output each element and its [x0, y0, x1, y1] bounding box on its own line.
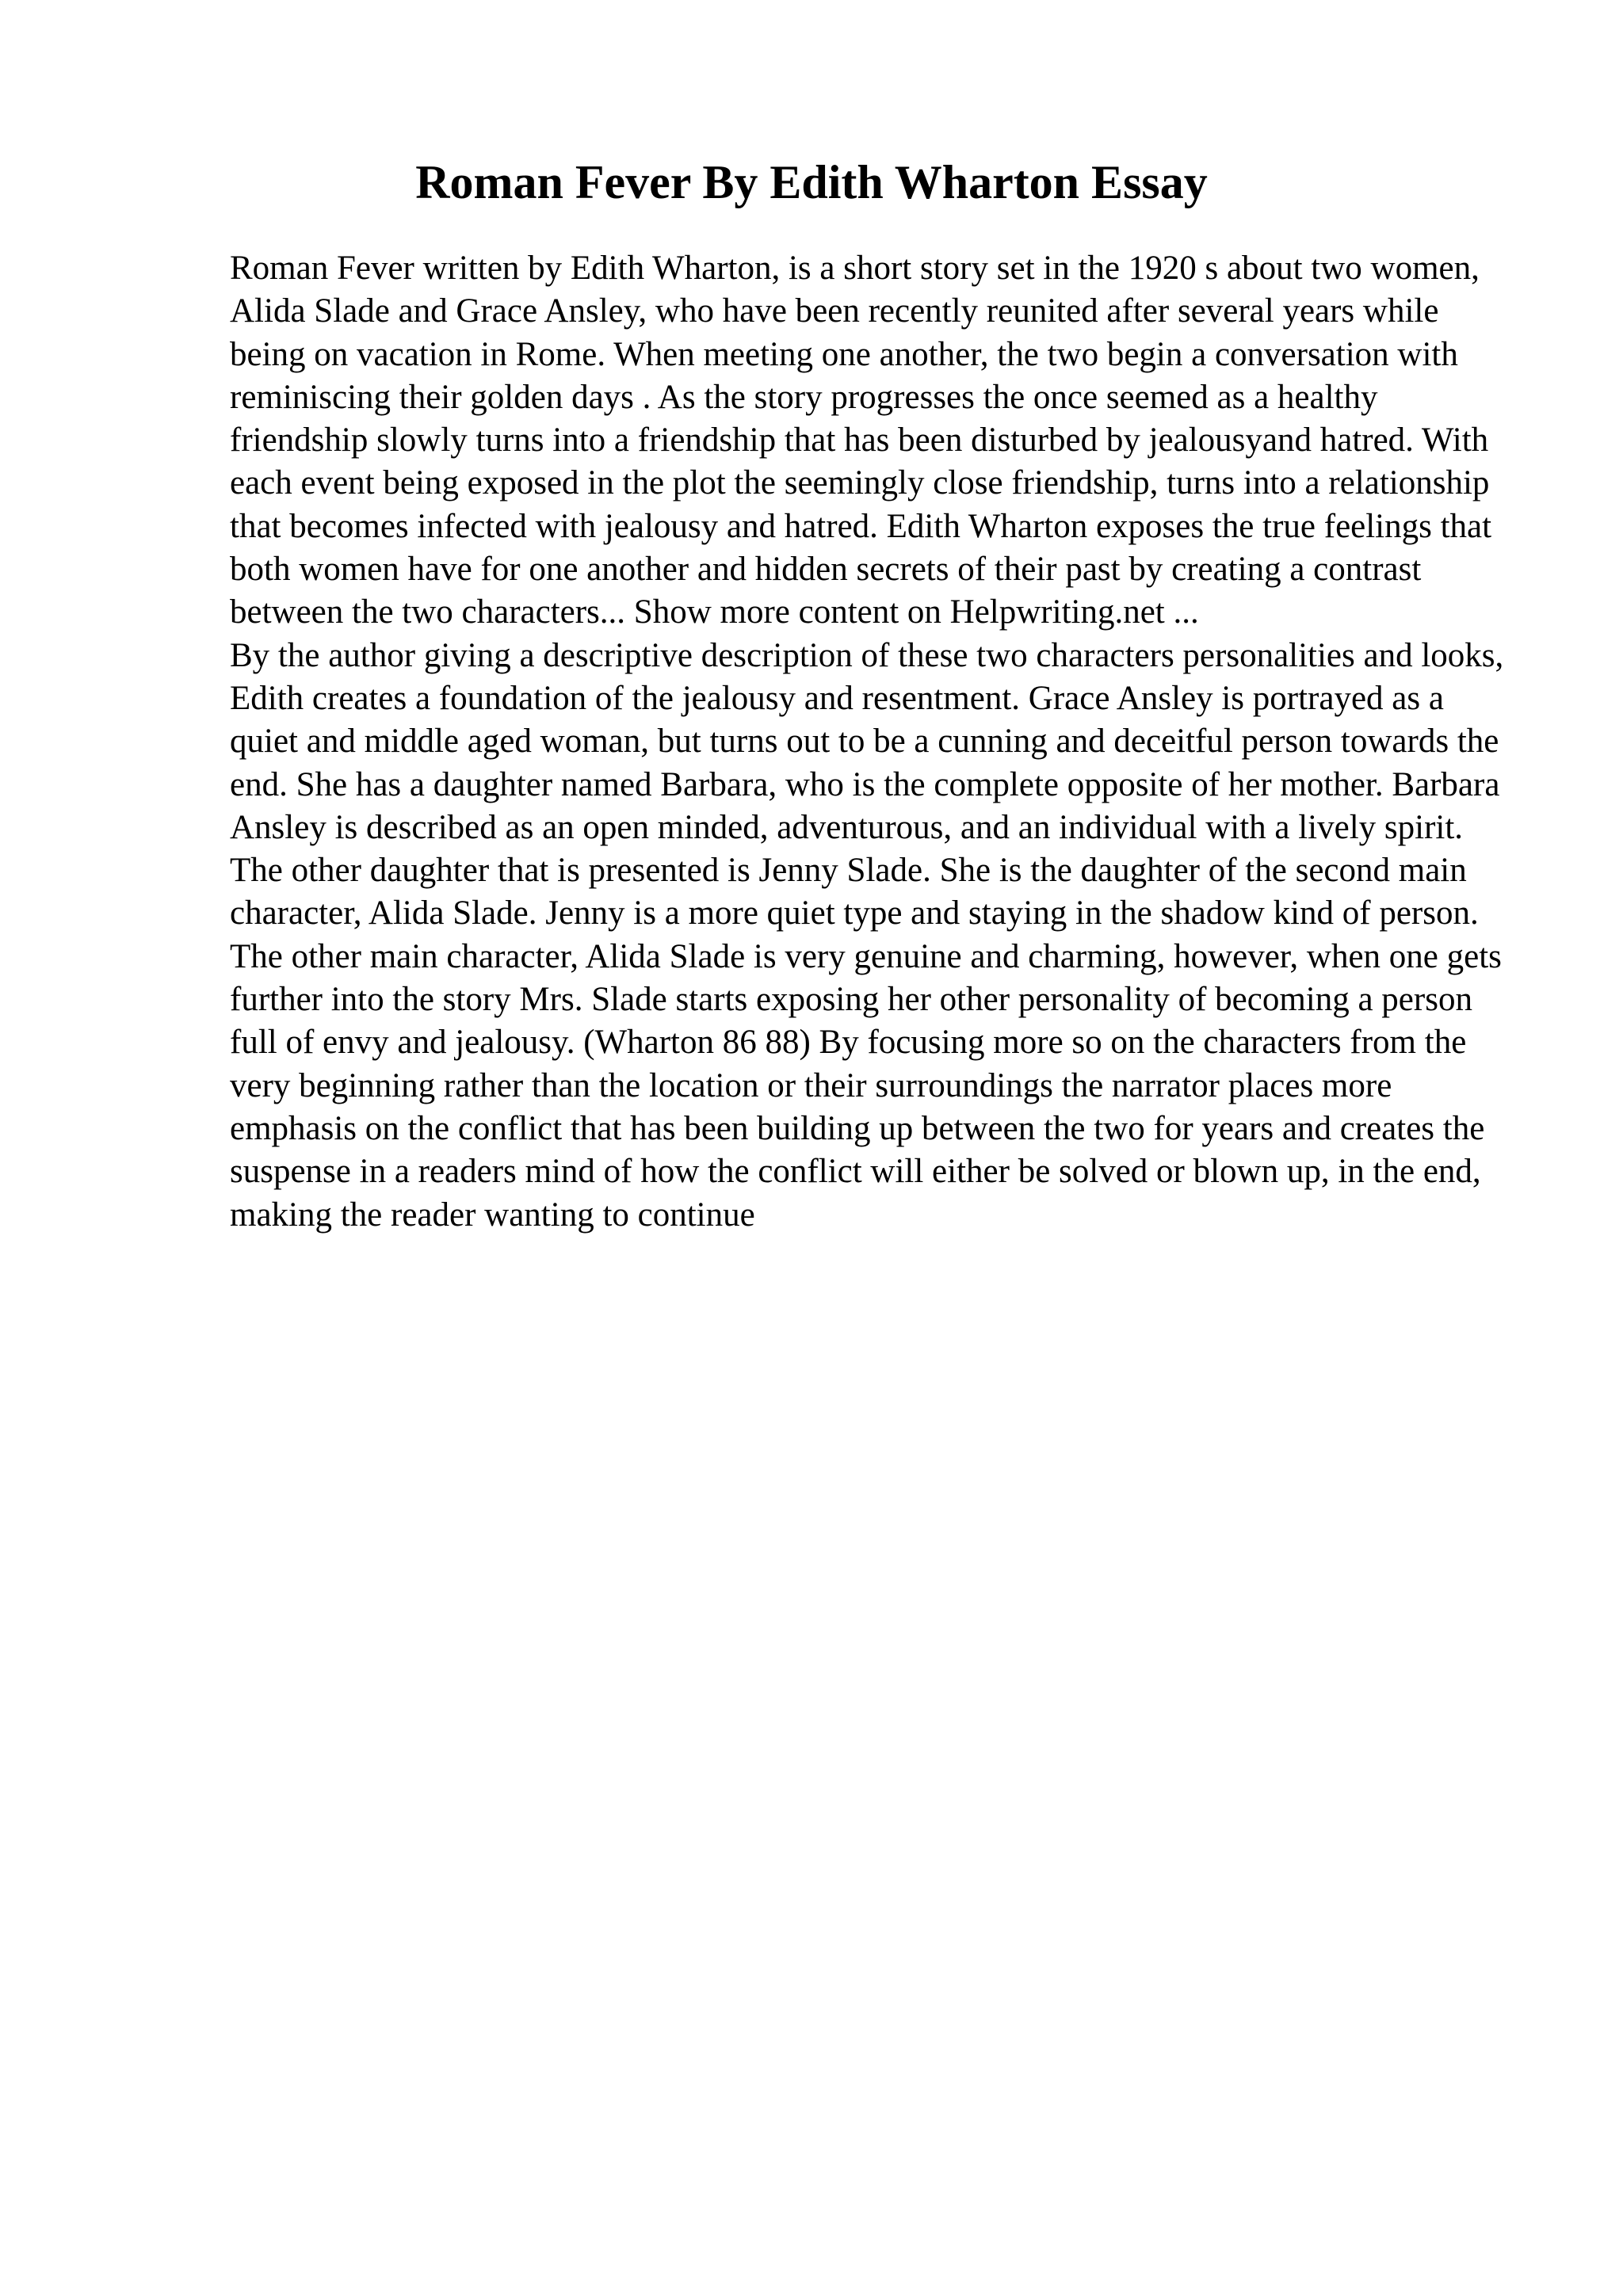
paragraph-characters: By the author giving a descriptive description of these two characters personalities and looks, Edith creates a foundation of the jealousy and resentment. Grace Ansley is portrayed as a quiet and middle aged woman, but turns out to be a cunning and deceitful person towards the end. She has a daughter named Barbara, who is the complete opposite of her mother. Barbara Ansley is described as an open minded, adventurous, and an individual with a lively spirit. The other daughter that is presented is Jenny Slade. She is the daughter of the second main character, Alida Slade. Jenny is a more quiet type and staying in the shadow kind of person. The other main character, Alida Slade is very genuine and charming, however, when one gets further into the story Mrs. Slade starts exposing her other personality of becoming a person full of envy and jealousy. (Wharton 86 88) By focusing more so on the characters from the very beginning rather than the location or their surroundings the narrator places more emphasis on the conflict that has been building up between the two for years and creates the suspense in a readers mind of how the conflict will either be solved or blown up, in the end, making the reader wanting to continue	[230, 636, 1504, 1234]
paragraph-intro: Roman Fever written by Edith Wharton, is a short story set in the 1920 s about two women, Alida Slade and Grace Ansley, who have been recently reunited after several years while being on vacation in Rome. When meeting one another, the two begin a conversation with reminiscing their golden days . As the story progresses the once seemed as a healthy friendship slowly turns into a friendship that has been disturbed by jealousyand hatred. With each event being exposed in the plot the seemingly close friendship, turns into a relationship that becomes infected with jealousy and hatred. Edith Wharton exposes the true feelings that both women have for one another and hidden secrets of their past by creating a contrast between the two characters... Show more content on Helpwriting.net ...	[230, 250, 1492, 631]
document-body	[230, 247, 1506, 1237]
document-title: Roman Fever By Edith Wharton Essay	[415, 156, 1208, 208]
